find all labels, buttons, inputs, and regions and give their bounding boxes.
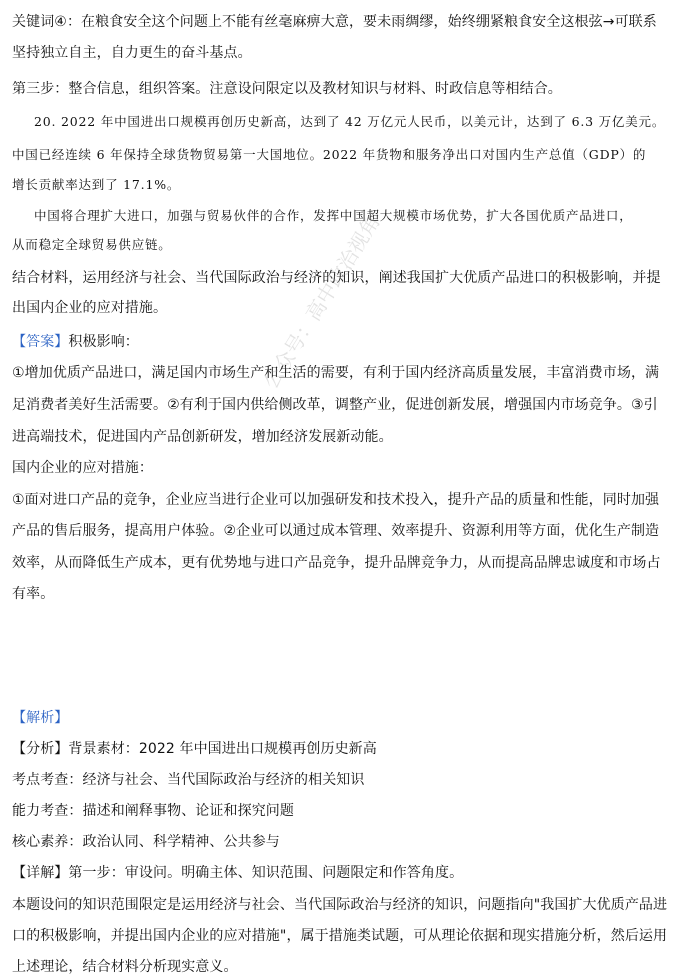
text-line: 结合材料，运用经济与社会、当代国际政治与经济的知识，阐述我国扩大优质产品进口的积极影响，并提: [12, 270, 661, 286]
detail-subtag: 【详解】: [12, 865, 69, 881]
text-line: 国内企业的应对措施：: [12, 460, 153, 476]
analysis-text: 背景素材：2022 年中国进出口规模再创历史新高: [68, 741, 377, 757]
text-line: ①面对进口产品的竞争，企业应当进行企业可以加强研发和技术投入，提升产品的质量和性能，同时加强: [12, 492, 660, 508]
text-line: 核心素养：政治认同、科学精神、公共参与: [12, 834, 280, 850]
analysis-tag: 【解析】: [12, 710, 69, 726]
text-line: ①增加优质产品进口，满足国内市场生产和生活的需要，有利于国内经济高质量发展，丰富消费市场，满: [12, 365, 660, 381]
text-line: 口的积极影响，并提出国内企业的应对措施"，属于措施类试题，可从理论依据和现实措施分析，然后运用: [12, 928, 668, 944]
text-line: 第三步：整合信息，组织答案。注意设问限定以及教材知识与材料、时政信息等相结合。: [12, 81, 562, 97]
text-line: 上述理论，结合材料分析现实意义。: [12, 959, 238, 975]
analysis-line: [12, 740, 377, 758]
detail-text: 第一步：审设问。明确主体、知识范围、问题限定和作答角度。: [68, 865, 464, 881]
text-line: 有率。: [12, 586, 55, 602]
detail-line: [12, 864, 463, 882]
answer-line: [12, 333, 139, 351]
answer-heading: 积极影响：: [68, 334, 139, 350]
analysis-subtag: 【分析】: [12, 741, 69, 757]
text-line: 关键词④：在粮食安全这个问题上不能有丝毫麻痹大意，要未雨绸缪，始终绷紧粮食安全这根弦→可联系: [12, 14, 657, 30]
question-line: 增长贡献率达到了 17.1%。: [12, 177, 181, 192]
text-line: 考点考查：经济与社会、当代国际政治与经济的相关知识: [12, 772, 365, 788]
question-line: 20. 2022 年中国进出口规模再创历史新高，达到了 42 万亿元人民币，以美元计，达到了 6.3 万亿美元。: [34, 114, 666, 129]
text-line: 足消费者美好生活需要。②有利于国内供给侧改革，调整产业，促进创新发展，增强国内市场竞争。③引: [12, 397, 658, 413]
text-line: 能力考查：描述和阐释事物、论证和探究问题: [12, 803, 294, 819]
answer-tag: 【答案】: [12, 334, 69, 350]
question-line: 中国已经连续 6 年保持全球货物贸易第一大国地位。2022 年货物和服务净出口对国内生产总值（GDP）的: [12, 147, 647, 162]
watermark: 公众号：高中政治视角: [258, 210, 385, 393]
question-line: 从而稳定全球贸易供应链。: [12, 237, 172, 252]
text-line: 坚持独立自主，自力更生的奋斗基点。: [12, 45, 252, 61]
text-line: 产品的售后服务，提高用户体验。②企业可以通过成本管理、效率提升、资源利用等方面，优化生产制造: [12, 523, 660, 539]
text-line: 进高端技术，促进国内产品创新研发，增加经济发展新动能。: [12, 429, 393, 445]
text-line: 本题设问的知识范围限定是运用经济与社会、当代国际政治与经济的知识，问题指向"我国扩大优质产品进: [12, 897, 668, 913]
question-line: 中国将合理扩大进口，加强与贸易伙伴的合作，发挥中国超大规模市场优势，扩大各国优质产品进口，: [34, 208, 633, 223]
text-line: 出国内企业的应对措施。: [12, 300, 168, 316]
text-line: 效率，从而降低生产成本，更有优势地与进口产品竞争，提升品牌竞争力，从而提高品牌忠诚度和市场占: [12, 555, 661, 571]
